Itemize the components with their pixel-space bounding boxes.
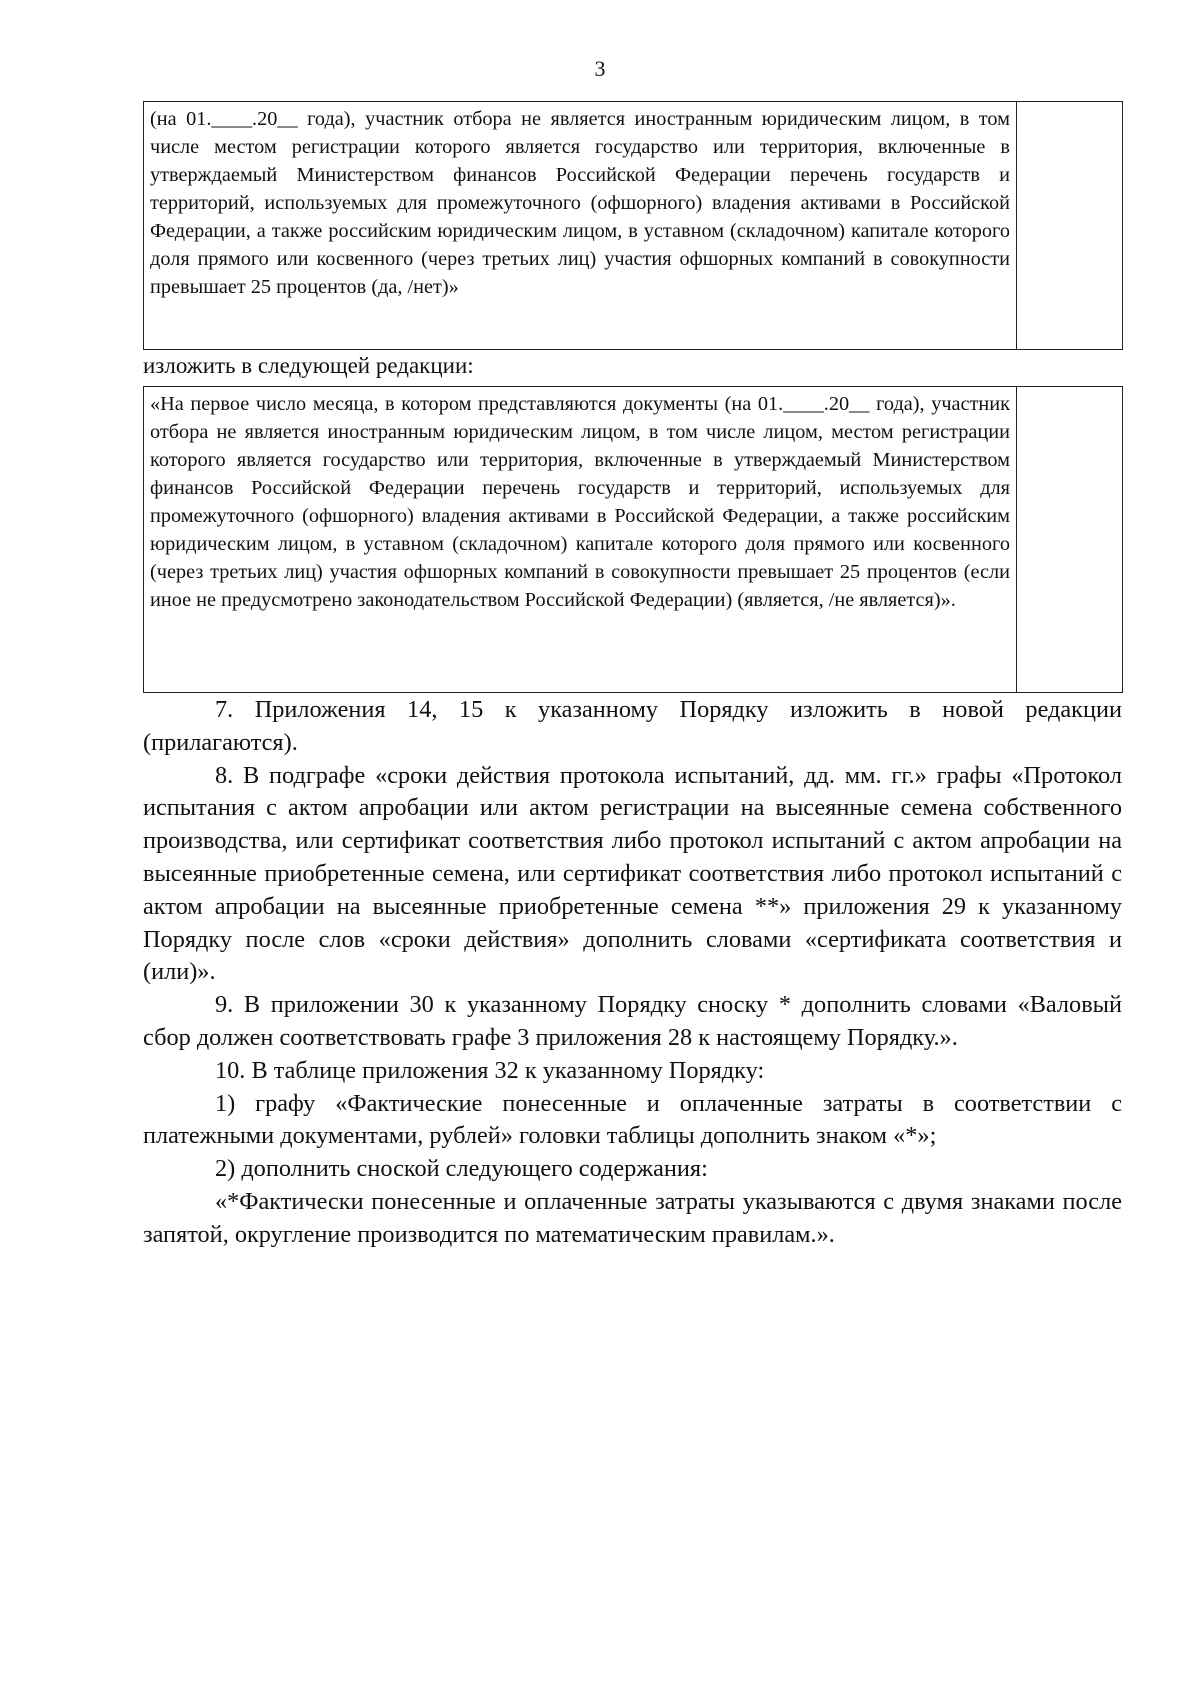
old-wording-table bbox=[143, 101, 1123, 350]
paragraph-10: 10. В таблице приложения 32 к указанному Порядку: bbox=[215, 1056, 765, 1084]
new-wording-text: «На первое число месяца, в котором представляются документы (на 01.____.20__ года), участник отбора не является иностранным юридическим лицом, в том числе лицом, местом регистрации которого является государство или территория, включенные в утверждаемый Министерством финансов Российской Федерации перечень государств и территорий, используемых для промежуточного (офшорного) владения активами в Российской Федерации, а также российским юридическим лицом, в уставном (складочном) капитале которого доля прямого или косвенного (через третьих лиц) участия офшорных компаний в совокупности превышает 25 процентов (если иное не предусмотрено законодательством Российской Федерации) (является, /не является)». bbox=[144, 387, 1017, 693]
paragraph-9: 9. В приложении 30 к указанному Порядку сноску * дополнить словами «Валовый сбор должен соответствовать графе 3 приложения 28 к настоящему Порядку.». bbox=[143, 991, 1122, 1051]
new-wording-table bbox=[143, 386, 1123, 693]
paragraph-10-item-2: 2) дополнить сноской следующего содержания: bbox=[215, 1155, 708, 1183]
page-number: 3 bbox=[594, 56, 606, 81]
paragraph-10-item-1: 1) графу «Фактические понесенные и оплаченные затраты в соответствии с платежными документами, рублей» головки таблицы дополнить знаком «*»; bbox=[143, 1089, 1122, 1150]
new-wording-intro: изложить в следующей редакции: bbox=[143, 353, 474, 378]
table-row bbox=[144, 387, 1123, 693]
paragraph-8: 8. В подграфе «сроки действия протокола испытаний, дд. мм. гг.» графы «Протокол испытания с актом апробации или актом регистрации на высеянные семена собственного производства, или сертификат соответствия либо протокол испытаний с актом апробации на высеянные приобретенные семена, или сертификат соответствия либо протокол испытаний с актом апробации на высеянные приобретенные семена **» приложения 29 к указанному Порядку после слов «сроки действия» дополнить словами «сертификата соответствия и (или)». bbox=[143, 761, 1122, 986]
old-wording-answer-cell bbox=[1017, 102, 1123, 350]
new-wording-answer-cell bbox=[1017, 387, 1123, 693]
table-row bbox=[144, 102, 1123, 350]
document-body bbox=[143, 694, 1122, 1252]
footnote-text: «*Фактически понесенные и оплаченные затраты указываются с двумя знаками после запятой, округление производится по математическим правилам.». bbox=[143, 1187, 1122, 1248]
paragraph-7: 7. Приложения 14, 15 к указанному Порядку изложить в новой редакции (прилагаются). bbox=[143, 696, 1122, 756]
old-wording-text: (на 01.____.20__ года), участник отбора не является иностранным юридическим лицом, в том числе местом регистрации которого является государство или территория, включенные в утверждаемый Министерством финансов Российской Федерации перечень государств и территорий, используемых для промежуточного (офшорного) владения активами в Российской Федерации, а также российским юридическим лицом, в уставном (складочном) капитале которого доля прямого или косвенного (через третьих лиц) участия офшорных компаний в совокупности превышает 25 процентов (да, /нет)» bbox=[144, 102, 1017, 350]
